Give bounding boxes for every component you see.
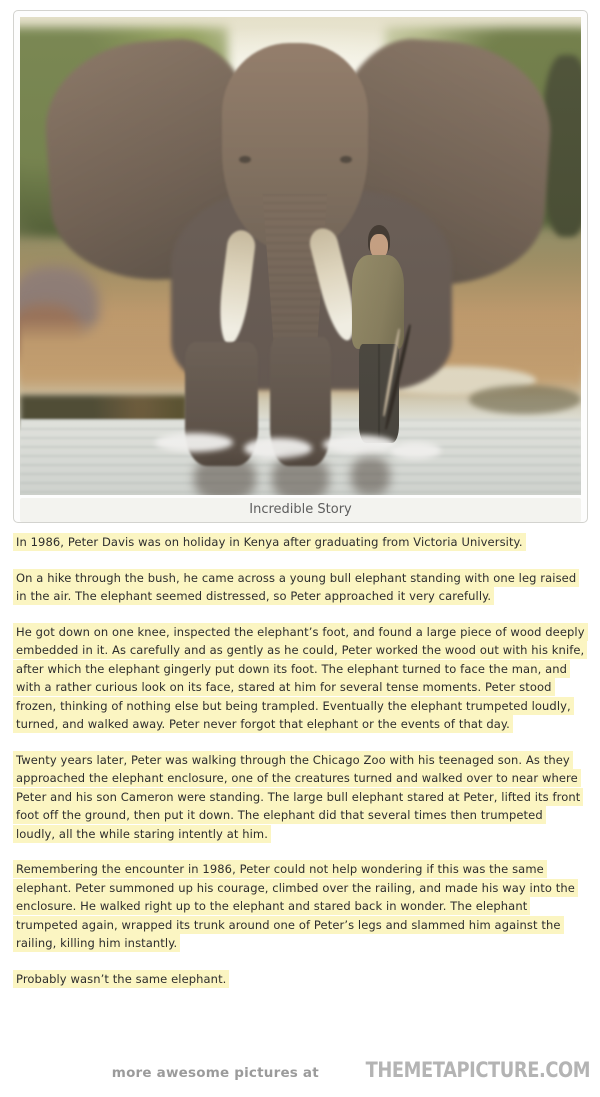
- story-paragraph: [13, 751, 585, 844]
- photo-caption: Incredible Story: [20, 498, 581, 522]
- footer-tagline: more awesome pictures at: [111, 1065, 319, 1081]
- story-paragraph: [13, 569, 585, 606]
- site-logo: THEMETAPICTURE.COM: [365, 1058, 590, 1082]
- water-splash: [244, 438, 311, 460]
- leg-reflection: [272, 457, 328, 495]
- highlighted-text: Remembering the encounter in 1986, Peter could not help wondering if this was the same elephant. Peter summoned up his courage, climbed over the railing, and made his way into the enclosure. He walked right up to the elephant and stared back in wonder. The elephant trumpeted again, wrapped its trunk around one of Peter’s legs and slammed him against the railing, killing him instantly.: [13, 860, 578, 952]
- water-splash: [390, 442, 440, 459]
- highlighted-text: Twenty years later, Peter was walking through the Chicago Zoo with his teenaged son. As they approached the elephant enclosure, one of the creatures turned and walked over to near where Peter and his son Cameron were standing. The large bull elephant stared at Peter, lifted its front foot off the ground, then put it down. The elephant did that several times then trumpeted loudly, all the while staring intently at him.: [13, 751, 583, 843]
- highlighted-text: In 1986, Peter Davis was on holiday in Kenya after graduating from Victoria University.: [13, 533, 526, 551]
- highlighted-text: On a hike through the bush, he came across a young bull elephant standing with one leg raised in the air. The elephant seemed distressed, so Peter approached it very carefully.: [13, 569, 579, 606]
- footer-watermark: [112, 1058, 590, 1082]
- elephant-photo: [20, 17, 581, 495]
- story-section: [13, 533, 585, 1005]
- story-paragraph: [13, 533, 585, 552]
- photo-frame: [13, 10, 588, 523]
- story-paragraph: [13, 623, 585, 734]
- water-splash: [155, 433, 234, 452]
- shore-vegetation-right: [469, 385, 581, 414]
- man-reflection: [351, 457, 390, 495]
- man-face: [370, 234, 387, 257]
- highlighted-text: He got down on one knee, inspected the elephant’s foot, and found a large piece of wood deeply embedded in it. As carefully and as gently as he could, Peter worked the wood out with his knife, after which the elephant gingerly put down its foot. The elephant turned to face the man, and with a rather curious look on its face, stared at him for several tense moments. Peter stood frozen, thinking of nothing else but being trampled. Eventually the elephant trumpeted loudly, turned, and walked away. Peter never forgot that elephant or the events of that day.: [13, 623, 588, 734]
- story-paragraph: [13, 970, 585, 989]
- highlighted-text: Probably wasn’t the same elephant.: [13, 970, 229, 988]
- story-paragraph: [13, 860, 585, 953]
- leg-reflection: [194, 457, 256, 495]
- man-figure: [340, 225, 419, 459]
